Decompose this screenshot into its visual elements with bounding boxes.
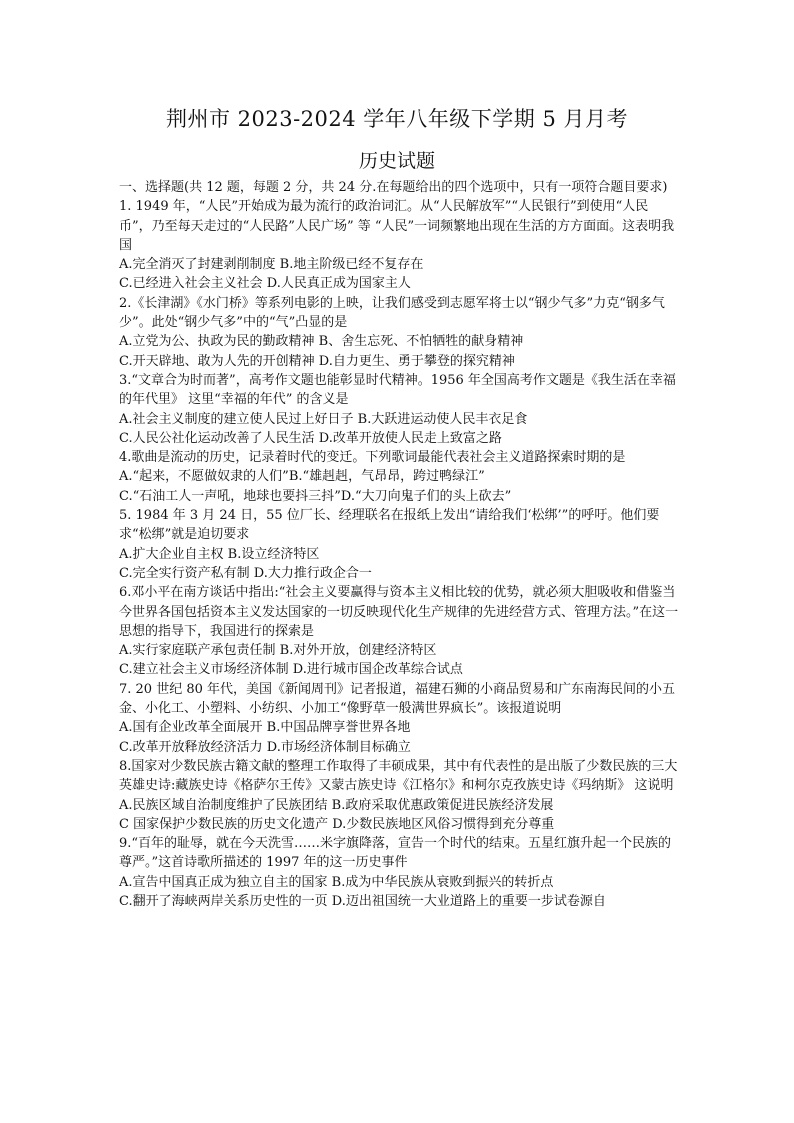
question-4-options-ab: A.“起来，不愿做奴隶的人们”B.“雄赳赳，气昂昂，跨过鸭绿江” — [119, 469, 485, 485]
question-3-stem: 3.“文章合为时而著”，高考作文题也能彰显时代精神。1956 年全国高考作文题是《我生活在幸福的年代里》 这里“幸福的年代” 的含义是 — [119, 372, 676, 408]
section-heading: 一、选择题(共 12 题，每题 2 分，共 24 分.在每题给出的四个选项中，只有一项符合题目要求) — [119, 180, 668, 195]
question-7-options-ab: A.国有企业改革全面展开 B.中国品牌享誉世界各地 — [119, 720, 411, 736]
question-7-stem: 7. 20 世纪 80 年代，美国《新闻周刊》记者报道，福建石狮的小商品贸易和广东南海民间的小五金、小化工、小塑料、小纺织、小加工“像野草一般满世界疯长”。该报道说明 — [119, 681, 676, 717]
exam-subtitle: 历史试题 — [358, 150, 435, 172]
question-5-options-ab: A.扩大企业自主权 B.设立经济特区 — [119, 546, 320, 562]
question-7-options-cd: C.改革开放释放经济活力 D.市场经济体制目标确立 — [119, 739, 411, 755]
question-3-options-cd: C.人民公社化运动改善了人民生活 D.改革开放使人民走上致富之路 — [119, 430, 502, 446]
question-6-stem: 6.邓小平在南方谈话中指出:“社会主义要赢得与资本主义相比较的优势，就必须大胆吸收和借鉴当今世界各国包括资本主义发达国家的一切反映现代化生产规律的先进经营方式、管理方法。”在这一思想的指导下，我国进行的探索是 — [119, 585, 679, 639]
question-8-stem: 8.国家对少数民族古籍文献的整理工作取得了丰硕成果，其中有代表性的是出版了少数民族的三大英雄史诗:藏族史诗《格萨尔王传》又蒙古族史诗《江格尔》和柯尔克孜族史诗《玛纳斯》 这说明 — [119, 758, 678, 794]
question-4-stem: 4.歌曲是流动的历史，记录着时代的变迁。下列歌词最能代表社会主义道路探索时期的是 — [119, 450, 626, 466]
question-8-options-cd: C 国家保护少数民族的历史文化遗产 D.少数民族地区风俗习惯得到充分尊重 — [119, 816, 555, 832]
question-2-stem: 2.《长津湖》《水门桥》等系列电影的上映，让我们感受到志愿军将士以“钢少气多”力克“钢多气少”。此处“钢少气多”中的“气”凸显的是 — [119, 295, 665, 331]
exam-content — [119, 178, 679, 911]
question-1-stem: 1. 1949 年，“人民”开始成为最为流行的政治词汇。从“人民解放军”“人民银行”到使用“人民币”，乃至每天走过的“人民路”人民广场” 等 “人民”一词频繁地出现在生活的方方面面。这表明我国 — [119, 199, 675, 253]
exam-title: 荆州市 2023-2024 学年八年级下学期 5 月月考 — [165, 107, 629, 131]
question-9-options-cd: C.翻开了海峡两岸关系历史性的一页 D.迈出祖国统一大业道路上的重要一步试卷源自 — [119, 893, 606, 909]
question-6-options-ab: A.实行家庭联产承包责任制 B.对外开放，创建经济特区 — [119, 643, 437, 659]
question-4-options-cd: C.“石油工人一声吼，地球也要抖三抖”D.“大刀向鬼子们的头上砍去” — [119, 488, 512, 504]
question-6-options-cd: C.建立社会主义市场经济体制 D.进行城市国企改革综合试点 — [119, 662, 463, 678]
question-8-options-ab: A.民族区域自治制度维护了民族团结 B.政府采取优惠政策促进民族经济发展 — [119, 797, 554, 813]
question-5-stem: 5. 1984 年 3 月 24 日，55 位厂长、经理联名在报纸上发出“请给我们‘松绑’”的呼吁。他们要求“松绑”就是迫切要求 — [119, 508, 660, 543]
question-2-options-ab: A.立党为公、执政为民的勤政精神 B、舍生忘死、不怕牺牲的献身精神 — [119, 334, 524, 350]
question-9-options-ab: A.宣告中国真正成为独立自主的国家 B.成为中华民族从衰败到振兴的转折点 — [119, 874, 554, 890]
question-3-options-ab: A.社会主义制度的建立使人民过上好日子 B.大跃进运动使人民丰衣足食 — [119, 411, 528, 427]
question-1-options-cd: C.已经进入社会主义社会 D.人民真正成为国家主人 — [119, 276, 411, 292]
question-2-options-cd: C.开天辟地、敢为人先的开创精神 D.自力更生、勇于攀登的探究精神 — [119, 353, 515, 369]
question-9-stem: 9.“百年的耻辱，就在今天洗雪……米字旗降落，宣告一个时代的结束。五星红旗升起一个民族的尊严。”这首诗歌所描述的 1997 年的这一历史事件 — [119, 836, 672, 871]
question-5-options-cd: C.完全实行资产私有制 D.大力推行政企合一 — [119, 565, 372, 581]
question-1-options-ab: A.完全消灭了封建剥削制度 B.地主阶级已经不复存在 — [119, 257, 424, 273]
